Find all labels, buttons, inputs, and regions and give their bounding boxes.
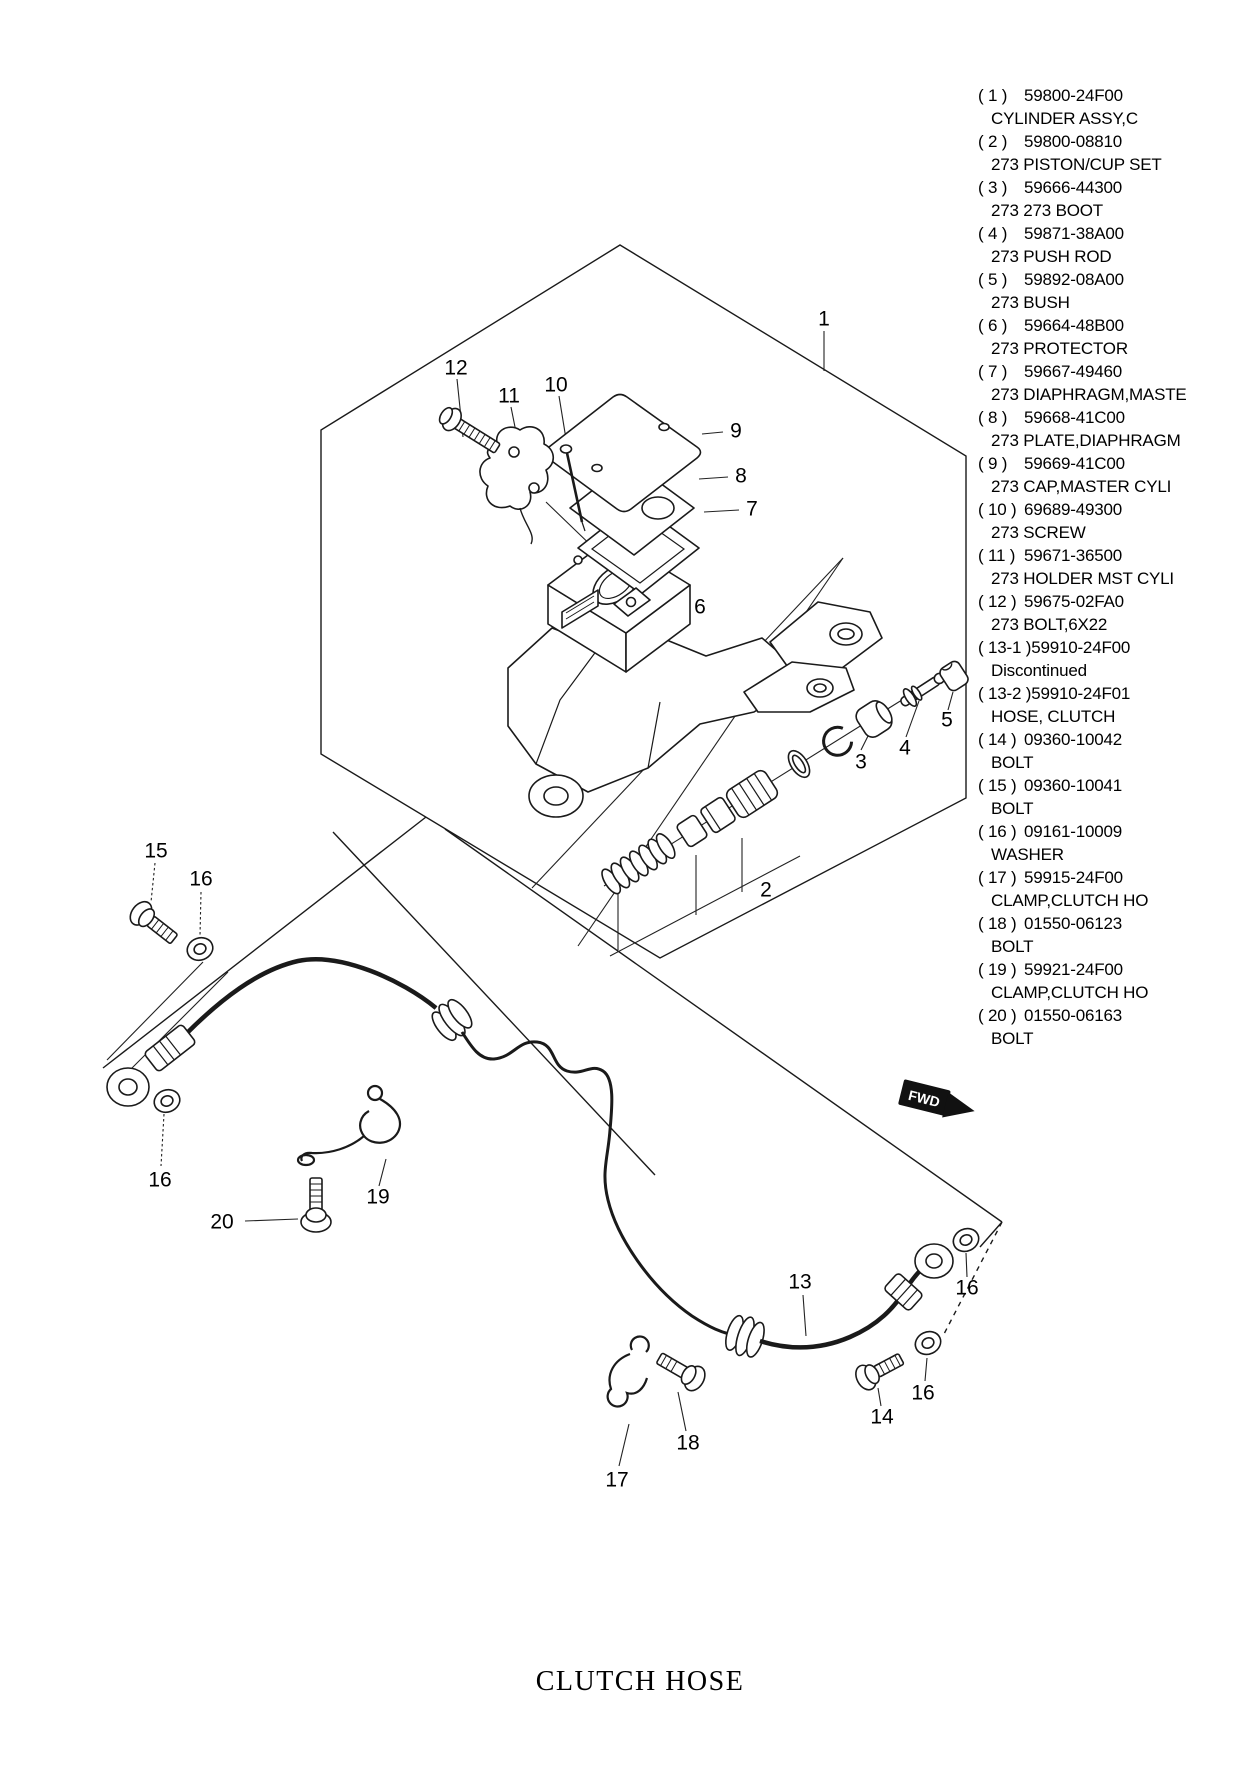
part-description: 273 SCREW (991, 523, 1086, 542)
part-entry (978, 406, 1193, 452)
part-number: 09360-10041 (1024, 776, 1123, 795)
callout-1: 1 (818, 307, 830, 331)
part-ref: ( 12 ) (978, 592, 1017, 611)
part-ref: ( 3 ) (978, 178, 1008, 197)
part-description: 273 DIAPHRAGM,MASTE (991, 385, 1187, 404)
part-number: 59664-48B00 (1024, 316, 1124, 335)
part-ref: ( 13-2 ) (978, 684, 1032, 703)
part-number: 59915-24F00 (1024, 868, 1123, 887)
crimp-fitting-right (883, 1272, 923, 1311)
part-description: BOLT (991, 753, 1034, 772)
part-number: 09161-10009 (1024, 822, 1123, 841)
washer-16-upper-right (950, 1225, 983, 1256)
part-ref: ( 1 ) (978, 86, 1008, 105)
part-entry (978, 774, 1193, 820)
washer-16-lower-right (912, 1328, 945, 1359)
bolt-14 (852, 1347, 907, 1393)
part-ref: ( 20 ) (978, 1006, 1017, 1025)
part-entry (978, 590, 1193, 636)
part-entry (978, 820, 1193, 866)
o-ring (784, 747, 814, 781)
part-ref: ( 8 ) (978, 408, 1008, 427)
part-entry (978, 176, 1193, 222)
part-description: CYLINDER ASSY,C (991, 109, 1138, 128)
part-ref: ( 2 ) (978, 132, 1008, 151)
part-ref: ( 6 ) (978, 316, 1008, 335)
clutch-pipe (462, 1032, 729, 1334)
part-number: 59800-24F00 (1024, 86, 1123, 105)
callout-19: 19 (366, 1185, 390, 1209)
callout-6: 6 (694, 595, 706, 619)
part-description: 273 PLATE,DIAPHRAGM (991, 431, 1181, 450)
part-number: 59667-49460 (1024, 362, 1123, 381)
washer-16-lower-left (151, 1086, 183, 1116)
callout-3: 3 (855, 750, 867, 774)
part-number: 59666-44300 (1024, 178, 1123, 197)
page-title: CLUTCH HOSE (535, 1666, 745, 1697)
part-number: 59910-24F01 (1031, 684, 1131, 703)
bolt-15 (126, 898, 182, 950)
callout-5: 5 (941, 708, 953, 732)
washer-16-upper-left (184, 934, 216, 964)
clutch-hose-assembly (107, 898, 982, 1407)
part-number: 59671-36500 (1024, 546, 1123, 565)
callout-11: 11 (498, 384, 520, 408)
plane-edge-right (445, 829, 1002, 1222)
bolt-20 (301, 1178, 331, 1232)
part-description: BOLT (991, 799, 1034, 818)
part-description: 273 CAP,MASTER CYLI (991, 477, 1172, 496)
part-number: 69689-49300 (1024, 500, 1123, 519)
part-entry (978, 360, 1193, 406)
part-entry (978, 866, 1193, 912)
part-entry (978, 498, 1193, 544)
part-entry (978, 636, 1193, 682)
grommet-front (427, 995, 477, 1046)
callout-18: 18 (676, 1431, 700, 1455)
bolt-6x22 (435, 403, 504, 458)
callout-9: 9 (730, 419, 742, 443)
part-ref: ( 18 ) (978, 914, 1017, 933)
callout-8: 8 (735, 464, 747, 488)
part-number: 59910-24F00 (1031, 638, 1131, 657)
part-description: 273 BUSH (991, 293, 1070, 312)
part-number: 59871-38A00 (1024, 224, 1124, 243)
callout-16: 16 (955, 1276, 979, 1300)
part-entry (978, 452, 1193, 498)
callout-13: 13 (788, 1270, 812, 1294)
callout-16: 16 (189, 867, 213, 891)
part-ref: ( 4 ) (978, 224, 1008, 243)
callout-15: 15 (144, 839, 168, 863)
boot (853, 696, 897, 740)
part-description: BOLT (991, 1029, 1034, 1048)
snap-ring (818, 723, 855, 760)
part-number: 59892-08A00 (1024, 270, 1124, 289)
part-ref: ( 14 ) (978, 730, 1017, 749)
master-cylinder-assembly (435, 395, 970, 897)
part-entry (978, 958, 1193, 1004)
part-description: BOLT (991, 937, 1034, 956)
part-number: 59668-41C00 (1024, 408, 1125, 427)
part-entry (978, 314, 1193, 360)
callout-4: 4 (899, 736, 911, 760)
bolt-18 (653, 1347, 709, 1395)
parts-list (978, 84, 1193, 1050)
part-description: 273 PISTON/CUP SET (991, 155, 1162, 174)
part-description: 273 HOLDER MST CYLI (991, 569, 1174, 588)
callout-12: 12 (444, 356, 468, 380)
part-ref: ( 5 ) (978, 270, 1008, 289)
hose-front (186, 959, 436, 1034)
part-ref: ( 19 ) (978, 960, 1017, 979)
leader-lines (107, 331, 967, 1466)
spring (599, 831, 679, 896)
grommet-rear (722, 1312, 769, 1361)
part-entry (978, 130, 1193, 176)
part-ref: ( 9 ) (978, 454, 1008, 473)
part-ref: ( 16 ) (978, 822, 1017, 841)
part-number: 59800-08810 (1024, 132, 1123, 151)
part-ref: ( 17 ) (978, 868, 1017, 887)
part-number: 09360-10042 (1024, 730, 1123, 749)
part-number: 01550-06163 (1024, 1006, 1123, 1025)
callout-10: 10 (544, 373, 568, 397)
part-description: CLAMP,CLUTCH HO (991, 891, 1149, 910)
bracket-ear-upper (770, 602, 882, 670)
part-number: 01550-06123 (1024, 914, 1123, 933)
fwd-marker (898, 1079, 979, 1125)
part-number: 59675-02FA0 (1024, 592, 1124, 611)
part-number: 59921-24F00 (1024, 960, 1123, 979)
part-ref: ( 10 ) (978, 500, 1017, 519)
callout-20: 20 (210, 1210, 234, 1234)
part-description: 273 PUSH ROD (991, 247, 1112, 266)
part-description: 273 BOLT,6X22 (991, 615, 1108, 634)
part-description: 273 273 BOOT (991, 201, 1103, 220)
part-ref: ( 13-1 ) (978, 638, 1032, 657)
part-entry (978, 544, 1193, 590)
callout-2: 2 (760, 878, 772, 902)
part-entry (978, 682, 1193, 728)
part-ref: ( 15 ) (978, 776, 1017, 795)
part-entry (978, 912, 1193, 958)
part-entry (978, 1004, 1193, 1050)
part-ref: ( 11 ) (978, 546, 1016, 565)
clamp-17 (608, 1336, 649, 1406)
part-entry (978, 728, 1193, 774)
part-number: 59669-41C00 (1024, 454, 1125, 473)
fwd-label: FWD (906, 1086, 942, 1111)
part-ref: ( 7 ) (978, 362, 1008, 381)
part-entry (978, 84, 1193, 130)
callout-17: 17 (605, 1468, 629, 1492)
callout-7: 7 (746, 497, 758, 521)
banjo-eye-left (107, 1068, 149, 1106)
callout-16: 16 (911, 1381, 935, 1405)
callout-16: 16 (148, 1168, 172, 1192)
callout-14: 14 (870, 1405, 894, 1429)
part-entry (978, 268, 1193, 314)
fwd-arrow-icon (942, 1092, 977, 1124)
part-description: 273 PROTECTOR (991, 339, 1128, 358)
part-description: HOSE, CLUTCH (991, 707, 1116, 726)
part-description: WASHER (991, 845, 1064, 864)
part-description: CLAMP,CLUTCH HO (991, 983, 1149, 1002)
part-entry (978, 222, 1193, 268)
part-description: Discontinued (991, 661, 1087, 680)
clamp-19 (298, 1086, 400, 1165)
banjo-eye-right (915, 1244, 953, 1278)
cup-seal (676, 814, 709, 848)
